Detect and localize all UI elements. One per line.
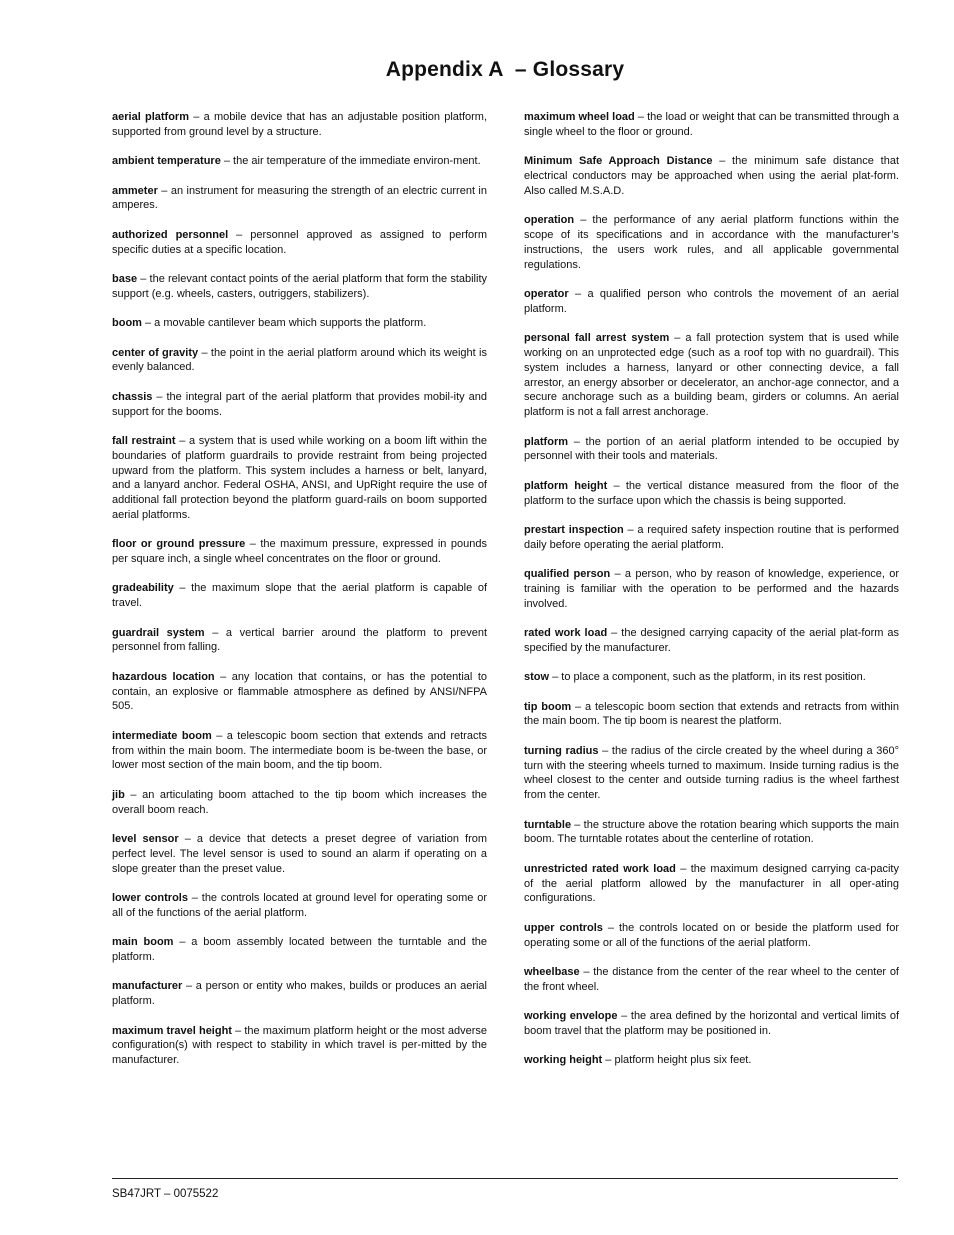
glossary-term: working envelope	[524, 1010, 618, 1023]
glossary-definition: – to place a component, such as the platform, in its rest position.	[549, 671, 866, 684]
glossary-term: operator	[524, 287, 569, 300]
glossary-entry	[524, 1053, 899, 1068]
glossary-term: maximum travel height	[112, 1024, 232, 1037]
glossary-entry	[112, 1024, 487, 1068]
glossary-entry	[112, 346, 487, 376]
glossary-definition: – any location that contains, or has the potential to contain, an explosive or flammable atmosphere as defined by ANSI/NFPA 505.	[112, 670, 487, 713]
glossary-entry	[524, 287, 899, 317]
glossary-entry	[524, 567, 899, 611]
glossary-entry	[524, 921, 899, 951]
glossary-term: gradeability	[112, 582, 174, 595]
glossary-term: turning radius	[524, 744, 599, 757]
glossary-definition: – a boom assembly located between the turntable and the platform.	[112, 936, 487, 963]
footer-divider	[112, 1178, 898, 1179]
glossary-term: stow	[524, 671, 550, 684]
glossary-definition: – the performance of any aerial platform functions within the scope of its specifications and in accordance with the manufacturer’s instructions, the users work rules, and all applicable governmental regulations.	[524, 214, 899, 271]
glossary-definition: – the portion of an aerial platform intended to be occupied by personnel with their tools and materials.	[524, 435, 899, 463]
glossary-term: prestart inspection	[524, 523, 624, 536]
glossary-definition: – a device that detects a preset degree of variation from perfect level. The level sensor is used to sound an alarm if operating on a slope greater than the preset value.	[112, 833, 488, 875]
glossary-definition: – a mobile device that has an adjustable position platform, supported from ground level by a structure.	[112, 111, 488, 138]
glossary-definition: – a telescopic boom section that extends and retracts from within the main boom. The tip boom is nearest the platform.	[524, 700, 899, 728]
glossary-definition: – personnel approved as assigned to perform specific duties at a specific location.	[112, 228, 487, 256]
glossary-definition: – the minimum safe distance that electrical conductors may be approached when using the aerial plat-form. Also called M.S.A.D.	[524, 155, 899, 197]
glossary-entry	[112, 626, 487, 656]
glossary-entry	[524, 744, 899, 803]
glossary-definition: – the maximum pressure, expressed in pounds per square inch, a single wheel concentrates on the floor or ground.	[112, 538, 487, 566]
glossary-term: boom	[112, 317, 142, 330]
glossary-left-column	[112, 110, 487, 1083]
glossary-term: unrestricted rated work load	[524, 862, 676, 875]
glossary-definition: – the maximum slope that the aerial platform is capable of travel.	[112, 582, 487, 610]
glossary-entry	[524, 626, 899, 656]
glossary-definition: – the air temperature of the immediate environ-ment.	[220, 155, 481, 168]
glossary-definition: – the load or weight that can be transmitted through a single wheel to the floor or ground.	[524, 111, 899, 138]
glossary-entry	[524, 965, 899, 995]
glossary-entry	[112, 272, 487, 302]
glossary-entry	[524, 700, 899, 730]
glossary-term: center of gravity	[112, 346, 199, 359]
glossary-term: platform height	[524, 479, 608, 492]
glossary-definition: – a movable cantilever beam which supports the platform.	[141, 317, 427, 330]
glossary-entry	[112, 228, 487, 258]
glossary-definition: – the maximum platform height or the most adverse configuration(s) with respect to stability in which travel is per-mitted by the manufacturer.	[112, 1024, 487, 1067]
glossary-entry	[524, 213, 899, 272]
glossary-entry	[112, 891, 487, 921]
glossary-term: rated work load	[524, 627, 608, 640]
glossary-definition: – the designed carrying capacity of the aerial plat-form as specified by the manufacturer.	[524, 627, 900, 654]
glossary-entry	[524, 331, 899, 420]
page-title: Appendix A – Glossary	[385, 58, 625, 81]
glossary-entry	[112, 184, 487, 214]
glossary-term: Minimum Safe Approach Distance	[524, 155, 713, 168]
glossary-definition: – the maximum designed carrying ca-pacity of the aerial platform allowed by the manufacturer in all oper-ating configurations.	[524, 862, 899, 905]
glossary-term: intermediate boom	[112, 729, 212, 742]
glossary-definition: – the integral part of the aerial platform that provides mobil-ity and support for the booms.	[112, 390, 487, 418]
glossary-definition: – the distance from the center of the rear wheel to the center of the front wheel.	[524, 965, 899, 993]
glossary-entry	[524, 154, 899, 198]
glossary-definition: – the point in the aerial platform around which its weight is evenly balanced.	[112, 346, 487, 374]
glossary-entry	[112, 979, 487, 1009]
glossary-definition: – a telescopic boom section that extends and retracts from within the main boom. The intermediate boom is be-tween the base, or lower most section of the main boom, and the tip boom.	[112, 729, 487, 772]
glossary-right-column	[524, 110, 899, 1083]
glossary-entry	[524, 523, 899, 553]
glossary-term: manufacturer	[112, 980, 183, 993]
glossary-term: hazardous location	[112, 670, 215, 683]
glossary-definition: – a required safety inspection routine that is performed daily before operating the aerial platform.	[524, 523, 899, 551]
glossary-definition: – a person or entity who makes, builds or produces an aerial platform.	[112, 980, 487, 1008]
glossary-term: base	[112, 272, 138, 285]
glossary-entry	[524, 1009, 899, 1039]
glossary-term: authorized personnel	[112, 228, 229, 241]
glossary-definition: – a fall protection system that is used while working on an unprotected edge (such as a roof top with no guardrail). This system includes a harness, lanyard or other connecting device, a fall arrestor, an energy absorber or decelerator, an anchor-age connector, and a secure anchorage such as a building beam, girders or columns. An aerial platform is not a fall arrest anchorage.	[524, 332, 899, 419]
glossary-term: level sensor	[112, 833, 179, 845]
glossary-entry	[112, 788, 487, 818]
glossary-term: aerial platform	[112, 111, 189, 123]
glossary-term: working height	[524, 1054, 603, 1067]
glossary-entry	[112, 935, 487, 965]
glossary-term: main boom	[112, 936, 174, 949]
glossary-term: operation	[524, 214, 575, 227]
glossary-term: chassis	[112, 390, 153, 403]
glossary-entry	[112, 581, 487, 611]
glossary-term: platform	[524, 435, 568, 448]
glossary-entry	[524, 818, 899, 848]
glossary-term: upper controls	[524, 921, 603, 934]
glossary-term: ambient temperature	[112, 155, 221, 168]
footer-document-id: SB47JRT – 0075522	[112, 1188, 219, 1200]
glossary-term: lower controls	[112, 891, 188, 904]
glossary-term: floor or ground pressure	[112, 538, 246, 551]
glossary-term: wheelbase	[524, 965, 580, 978]
glossary-definition: – a person, who by reason of knowledge, experience, or training is familiar with the operation to be performed and the hazards involved.	[524, 568, 899, 610]
glossary-entry	[112, 110, 487, 140]
glossary-entry	[112, 832, 487, 876]
glossary-entry	[112, 729, 487, 773]
glossary-term: qualified person	[524, 568, 611, 581]
glossary-definition: – a qualified person who controls the movement of an aerial platform.	[524, 287, 899, 315]
glossary-entry	[524, 862, 899, 906]
glossary-term: turntable	[524, 818, 572, 831]
glossary-definition: – a system that is used while working on a boom lift within the boundaries of platform guardrails to provide restraint from being projected upward from the platform. This system includes a harness or belt, lanyard, and a lanyard anchor. Federal OSHA, ANSI, and UpRight require the use of additional fall protection beyond the platform guard-rails on boom supported aerial platforms.	[112, 434, 488, 521]
glossary-entry	[112, 670, 487, 714]
glossary-term: jib	[112, 788, 125, 801]
glossary-entry	[524, 479, 899, 509]
glossary-entry	[524, 435, 899, 465]
glossary-term: personal fall arrest system	[524, 332, 670, 345]
glossary-entry	[524, 110, 899, 140]
glossary-definition: – platform height plus six feet.	[602, 1054, 752, 1067]
glossary-definition: – the radius of the circle created by the wheel during a 360° turn with the steering wheels turned to maximum. Inside turning radius is the wheel closest to the center and outside turning radius is the wheel farthest from the center.	[524, 744, 899, 802]
glossary-term: ammeter	[112, 184, 158, 197]
glossary-definition: – the area defined by the horizontal and vertical limits of boom travel that the platform may be positioned in.	[524, 1010, 900, 1037]
glossary-definition: – the controls located on or beside the platform used for operating some or all of the functions of the aerial platform.	[524, 921, 899, 949]
glossary-definition: – the relevant contact points of the aerial platform that form the stability support (e.g. wheels, casters, outriggers, stabilizers).	[112, 272, 487, 300]
glossary-entry	[112, 537, 487, 567]
glossary-term: fall restraint	[112, 434, 176, 447]
glossary-entry	[112, 434, 487, 523]
glossary-definition: – the controls located at ground level for operating some or all of the functions of the aerial platform.	[112, 891, 487, 919]
glossary-term: tip boom	[524, 700, 572, 713]
glossary-term: maximum wheel load	[524, 111, 635, 123]
glossary-entry	[112, 154, 487, 169]
glossary-entry	[524, 670, 899, 685]
glossary-entry	[112, 390, 487, 420]
glossary-term: guardrail system	[112, 626, 205, 639]
glossary-entry	[112, 316, 487, 331]
glossary-definition: – the vertical distance measured from the floor of the platform to the surface upon which the chassis is being supported.	[524, 479, 899, 507]
glossary-definition: – the structure above the rotation bearing which supports the main boom. The turntable rotates about the centerline of rotation.	[524, 818, 899, 846]
glossary-definition: – a vertical barrier around the platform to prevent personnel from falling.	[112, 626, 487, 654]
glossary-definition: – an instrument for measuring the strength of an electric current in amperes.	[112, 184, 487, 212]
glossary-definition: – an articulating boom attached to the tip boom which increases the overall boom reach.	[112, 788, 487, 816]
